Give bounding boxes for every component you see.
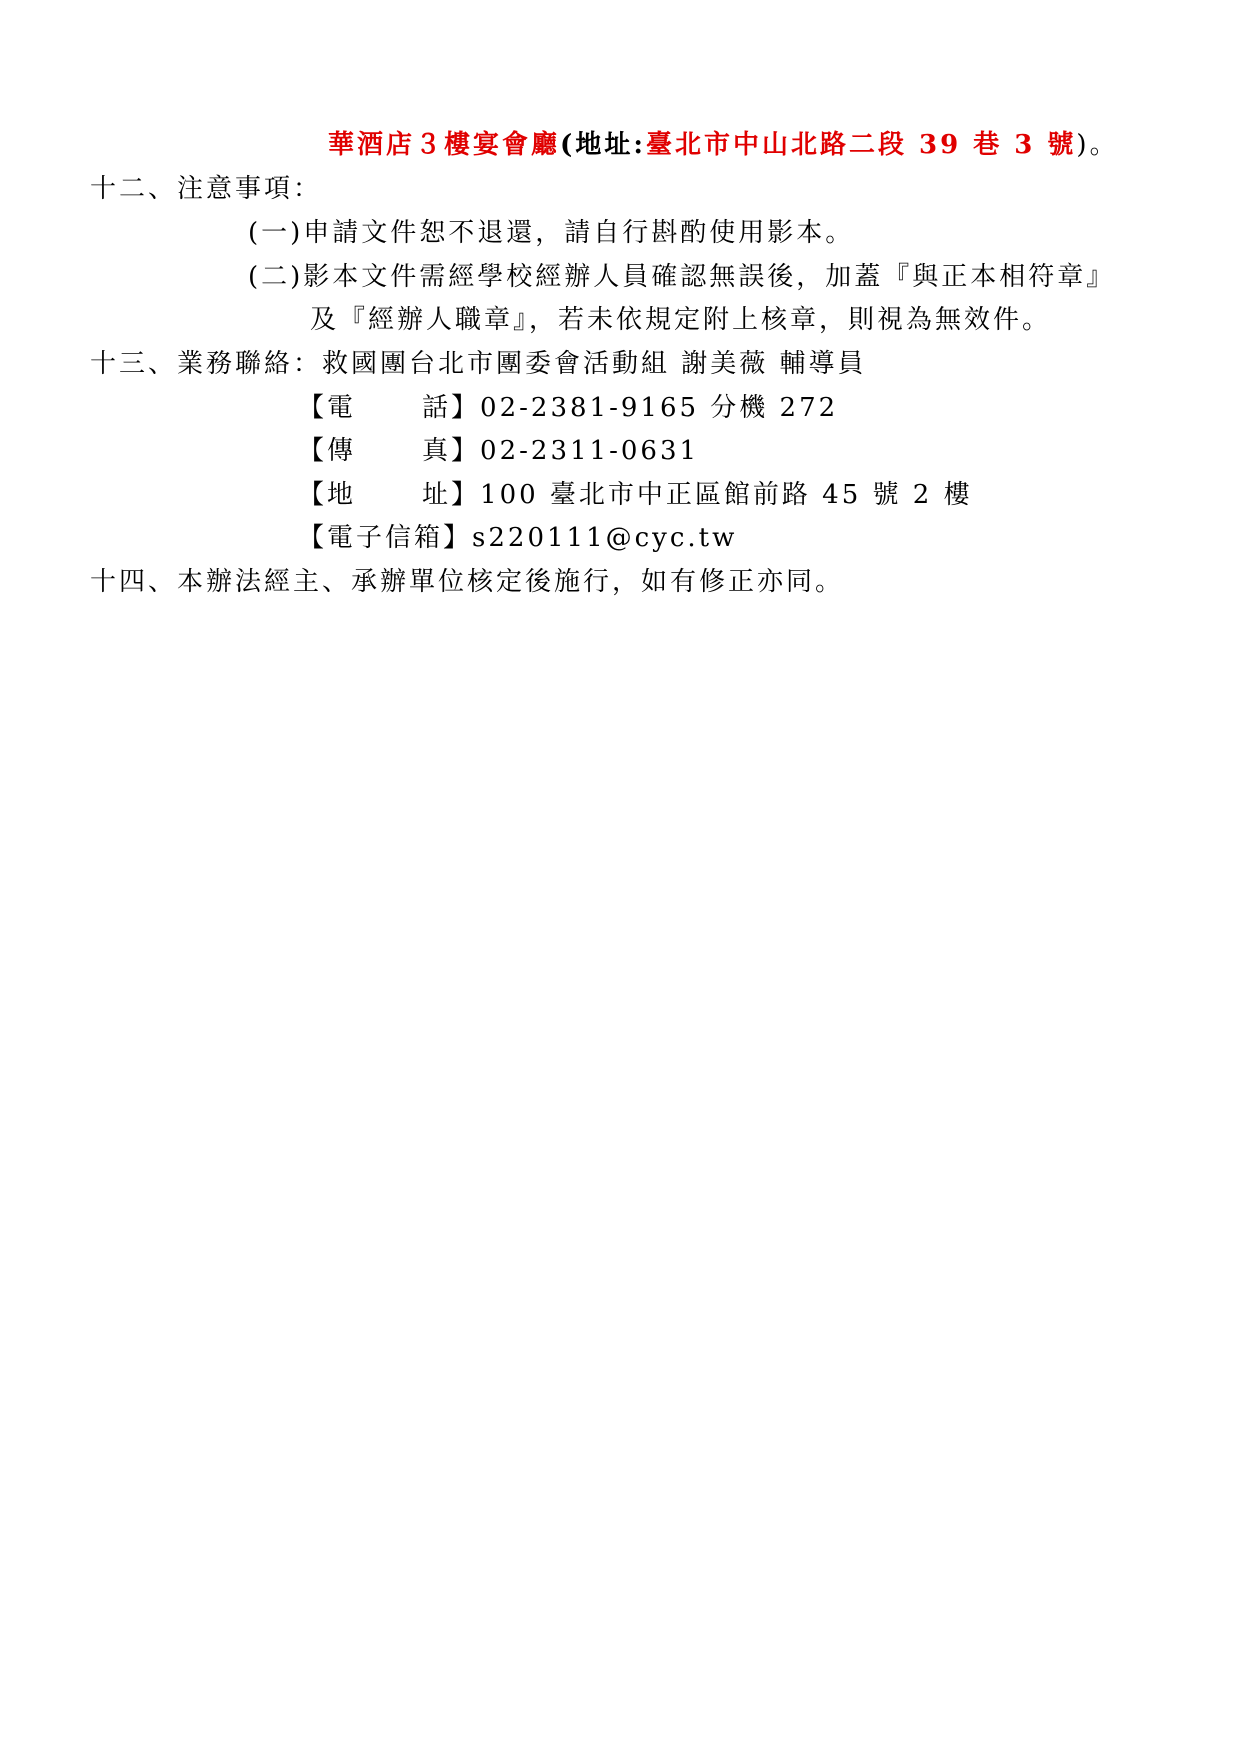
section-12-item-2: (二)影本文件需經學校經辦人員確認無誤後，加蓋『與正本相符章』 bbox=[248, 262, 1116, 292]
contact-value: 02-2311-0631 bbox=[480, 436, 700, 466]
contact-label-end: 真】 bbox=[422, 436, 481, 466]
section-12-item-1: (一)申請文件恕不退還，請自行斟酌使用影本。 bbox=[248, 218, 855, 248]
contact-email-value: s220111@cyc.tw bbox=[472, 523, 738, 553]
contact-label: 【電子信箱】 bbox=[298, 523, 473, 553]
section-12-item-2-continued: 及『經辦人職章』，若未依規定附上核章，則視為無效件。 bbox=[310, 305, 1052, 335]
paren-open: ( bbox=[560, 130, 576, 160]
paren-close: ) bbox=[1076, 130, 1090, 160]
venue-name: 華酒店３樓宴會廳 bbox=[328, 130, 561, 160]
contact-phone bbox=[298, 391, 838, 425]
contact-label-start: 【傳 bbox=[298, 436, 357, 466]
contact-label-start: 【電 bbox=[298, 393, 357, 423]
address-label: 地址: bbox=[575, 130, 646, 160]
contact-label-end: 址】 bbox=[422, 480, 481, 510]
contact-value: 02-2381-9165 分機 272 bbox=[480, 393, 839, 423]
sentence-end: 。 bbox=[1089, 130, 1119, 160]
contact-label-start: 【地 bbox=[298, 480, 357, 510]
venue-address: 臺北市中山北路二段 39 巷 3 號 bbox=[645, 130, 1077, 160]
section-13-heading: 十三、業務聯絡：救國團台北市團委會活動組 謝美薇 輔導員 bbox=[90, 349, 867, 379]
section-12-heading: 十二、注意事項： bbox=[90, 174, 323, 204]
contact-value: 100 臺北市中正區館前路 45 號 2 樓 bbox=[480, 480, 973, 510]
contact-label-end: 話】 bbox=[422, 393, 481, 423]
contact-address bbox=[298, 478, 973, 512]
contact-email bbox=[298, 521, 737, 555]
contact-fax bbox=[298, 434, 699, 468]
venue-line bbox=[328, 128, 1119, 162]
section-14-text: 十四、本辦法經主、承辦單位核定後施行，如有修正亦同。 bbox=[90, 567, 845, 597]
